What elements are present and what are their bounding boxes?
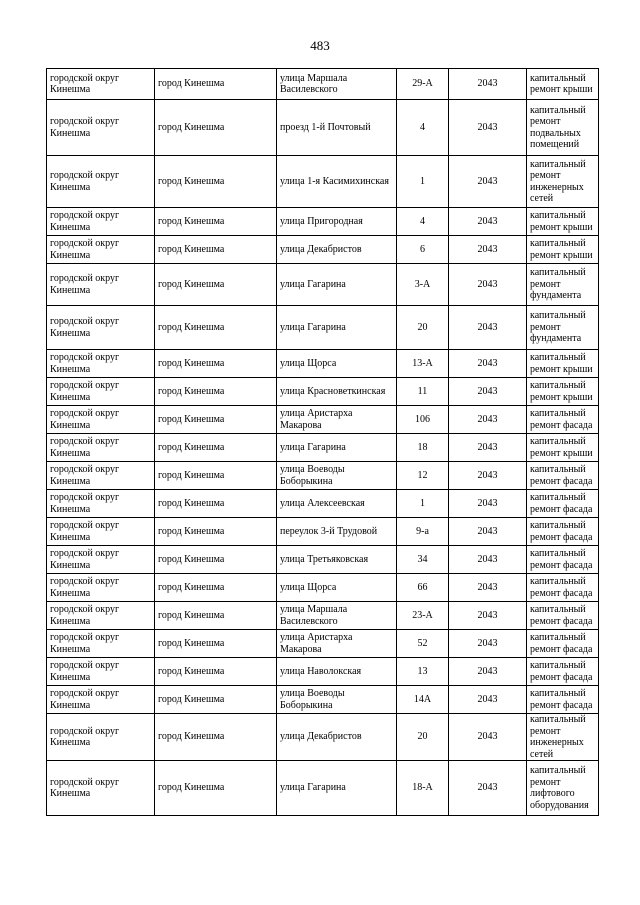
cell-year: 2043 (449, 462, 527, 490)
cell-street: улица Воеводы Боборыкина (277, 686, 397, 714)
table-row (47, 630, 599, 658)
cell-work-type: капитальный ремонт крыши (527, 378, 599, 406)
cell-work-type: капитальный ремонт фасада (527, 490, 599, 518)
table-row (47, 518, 599, 546)
cell-street: улица 1-я Касимихинская (277, 156, 397, 208)
cell-settlement: город Кинешма (155, 518, 277, 546)
cell-settlement: город Кинешма (155, 264, 277, 306)
cell-work-type: капитальный ремонт инженерных сетей (527, 714, 599, 761)
cell-street: переулок 3-й Трудовой (277, 518, 397, 546)
cell-municipality: городской округ Кинешма (47, 378, 155, 406)
cell-work-type: капитальный ремонт лифтового оборудования (527, 761, 599, 816)
cell-municipality: городской округ Кинешма (47, 100, 155, 156)
cell-work-type: капитальный ремонт фасада (527, 602, 599, 630)
cell-year: 2043 (449, 156, 527, 208)
table-body (47, 69, 599, 816)
cell-work-type: капитальный ремонт инженерных сетей (527, 156, 599, 208)
cell-settlement: город Кинешма (155, 69, 277, 100)
cell-street: улица Наволокская (277, 658, 397, 686)
table-row (47, 714, 599, 761)
cell-house-number: 34 (397, 546, 449, 574)
cell-work-type: капитальный ремонт фасада (527, 546, 599, 574)
cell-house-number: 6 (397, 236, 449, 264)
cell-municipality: городской округ Кинешма (47, 490, 155, 518)
cell-year: 2043 (449, 630, 527, 658)
cell-municipality: городской округ Кинешма (47, 350, 155, 378)
cell-house-number: 12 (397, 462, 449, 490)
cell-house-number: 20 (397, 714, 449, 761)
cell-year: 2043 (449, 208, 527, 236)
cell-settlement: город Кинешма (155, 406, 277, 434)
table-row (47, 350, 599, 378)
table-row (47, 462, 599, 490)
table-row (47, 574, 599, 602)
cell-house-number: 18-А (397, 761, 449, 816)
cell-settlement: город Кинешма (155, 350, 277, 378)
cell-year: 2043 (449, 761, 527, 816)
table-row (47, 602, 599, 630)
cell-settlement: город Кинешма (155, 686, 277, 714)
table-row (47, 156, 599, 208)
cell-house-number: 13 (397, 658, 449, 686)
cell-house-number: 1 (397, 156, 449, 208)
cell-settlement: город Кинешма (155, 378, 277, 406)
cell-house-number: 23-А (397, 602, 449, 630)
cell-house-number: 3-А (397, 264, 449, 306)
cell-street: улица Пригородная (277, 208, 397, 236)
cell-year: 2043 (449, 306, 527, 350)
cell-year: 2043 (449, 69, 527, 100)
cell-house-number: 66 (397, 574, 449, 602)
table-row (47, 761, 599, 816)
cell-work-type: капитальный ремонт фасада (527, 574, 599, 602)
cell-year: 2043 (449, 686, 527, 714)
cell-settlement: город Кинешма (155, 761, 277, 816)
cell-street: проезд 1-й Почтовый (277, 100, 397, 156)
cell-street: улица Щорса (277, 574, 397, 602)
table-row (47, 406, 599, 434)
cell-year: 2043 (449, 236, 527, 264)
table-row (47, 69, 599, 100)
cell-street: улица Гагарина (277, 306, 397, 350)
cell-municipality: городской округ Кинешма (47, 264, 155, 306)
cell-settlement: город Кинешма (155, 546, 277, 574)
cell-work-type: капитальный ремонт фундамента (527, 306, 599, 350)
cell-municipality: городской округ Кинешма (47, 462, 155, 490)
cell-work-type: капитальный ремонт фундамента (527, 264, 599, 306)
table-row (47, 264, 599, 306)
cell-year: 2043 (449, 602, 527, 630)
cell-settlement: город Кинешма (155, 574, 277, 602)
cell-year: 2043 (449, 658, 527, 686)
cell-settlement: город Кинешма (155, 306, 277, 350)
table-row (47, 686, 599, 714)
cell-municipality: городской округ Кинешма (47, 658, 155, 686)
cell-municipality: городской округ Кинешма (47, 686, 155, 714)
cell-settlement: город Кинешма (155, 208, 277, 236)
cell-municipality: городской округ Кинешма (47, 434, 155, 462)
cell-settlement: город Кинешма (155, 714, 277, 761)
cell-street: улица Аристарха Макарова (277, 630, 397, 658)
cell-street: улица Воеводы Боборыкина (277, 462, 397, 490)
cell-year: 2043 (449, 406, 527, 434)
cell-settlement: город Кинешма (155, 658, 277, 686)
cell-work-type: капитальный ремонт фасада (527, 686, 599, 714)
cell-settlement: город Кинешма (155, 630, 277, 658)
table-row (47, 306, 599, 350)
cell-work-type: капитальный ремонт фасада (527, 406, 599, 434)
cell-work-type: капитальный ремонт фасада (527, 462, 599, 490)
cell-house-number: 20 (397, 306, 449, 350)
cell-street: улица Алексеевская (277, 490, 397, 518)
cell-settlement: город Кинешма (155, 156, 277, 208)
cell-settlement: город Кинешма (155, 434, 277, 462)
cell-work-type: капитальный ремонт крыши (527, 350, 599, 378)
cell-house-number: 13-А (397, 350, 449, 378)
cell-work-type: капитальный ремонт подвальных помещений (527, 100, 599, 156)
cell-work-type: капитальный ремонт крыши (527, 69, 599, 100)
cell-year: 2043 (449, 546, 527, 574)
cell-year: 2043 (449, 100, 527, 156)
cell-year: 2043 (449, 350, 527, 378)
cell-work-type: капитальный ремонт фасада (527, 518, 599, 546)
cell-municipality: городской округ Кинешма (47, 156, 155, 208)
cell-year: 2043 (449, 518, 527, 546)
cell-year: 2043 (449, 264, 527, 306)
cell-house-number: 4 (397, 100, 449, 156)
cell-house-number: 9-а (397, 518, 449, 546)
cell-year: 2043 (449, 378, 527, 406)
cell-settlement: город Кинешма (155, 602, 277, 630)
cell-street: улица Декабристов (277, 714, 397, 761)
cell-street: улица Красноветкинская (277, 378, 397, 406)
cell-settlement: город Кинешма (155, 490, 277, 518)
cell-settlement: город Кинешма (155, 100, 277, 156)
table-row (47, 236, 599, 264)
cell-work-type: капитальный ремонт фасада (527, 658, 599, 686)
cell-year: 2043 (449, 490, 527, 518)
cell-settlement: город Кинешма (155, 236, 277, 264)
cell-house-number: 4 (397, 208, 449, 236)
cell-street: улица Декабристов (277, 236, 397, 264)
cell-work-type: капитальный ремонт крыши (527, 208, 599, 236)
cell-street: улица Гагарина (277, 434, 397, 462)
cell-municipality: городской округ Кинешма (47, 236, 155, 264)
table-row (47, 490, 599, 518)
table-row (47, 546, 599, 574)
cell-municipality: городской округ Кинешма (47, 69, 155, 100)
cell-house-number: 18 (397, 434, 449, 462)
cell-municipality: городской округ Кинешма (47, 574, 155, 602)
cell-year: 2043 (449, 574, 527, 602)
cell-house-number: 11 (397, 378, 449, 406)
cell-settlement: город Кинешма (155, 462, 277, 490)
cell-year: 2043 (449, 434, 527, 462)
cell-municipality: городской округ Кинешма (47, 208, 155, 236)
cell-work-type: капитальный ремонт крыши (527, 236, 599, 264)
cell-municipality: городской округ Кинешма (47, 518, 155, 546)
cell-work-type: капитальный ремонт фасада (527, 630, 599, 658)
cell-street: улица Маршала Василевского (277, 69, 397, 100)
repair-schedule-table (46, 68, 599, 816)
cell-street: улица Щорса (277, 350, 397, 378)
table-row (47, 434, 599, 462)
cell-municipality: городской округ Кинешма (47, 546, 155, 574)
table-row (47, 208, 599, 236)
cell-work-type: капитальный ремонт крыши (527, 434, 599, 462)
cell-street: улица Аристарха Макарова (277, 406, 397, 434)
cell-municipality: городской округ Кинешма (47, 630, 155, 658)
page-number: 483 (310, 38, 330, 53)
cell-year: 2043 (449, 714, 527, 761)
table-row (47, 378, 599, 406)
cell-municipality: городской округ Кинешма (47, 406, 155, 434)
cell-street: улица Третьяковская (277, 546, 397, 574)
cell-house-number: 1 (397, 490, 449, 518)
cell-municipality: городской округ Кинешма (47, 602, 155, 630)
cell-house-number: 14А (397, 686, 449, 714)
cell-house-number: 29-А (397, 69, 449, 100)
table-row (47, 658, 599, 686)
cell-street: улица Гагарина (277, 264, 397, 306)
cell-street: улица Маршала Василевского (277, 602, 397, 630)
cell-street: улица Гагарина (277, 761, 397, 816)
cell-municipality: городской округ Кинешма (47, 714, 155, 761)
cell-municipality: городской округ Кинешма (47, 761, 155, 816)
cell-house-number: 106 (397, 406, 449, 434)
cell-house-number: 52 (397, 630, 449, 658)
cell-municipality: городской округ Кинешма (47, 306, 155, 350)
table-row (47, 100, 599, 156)
